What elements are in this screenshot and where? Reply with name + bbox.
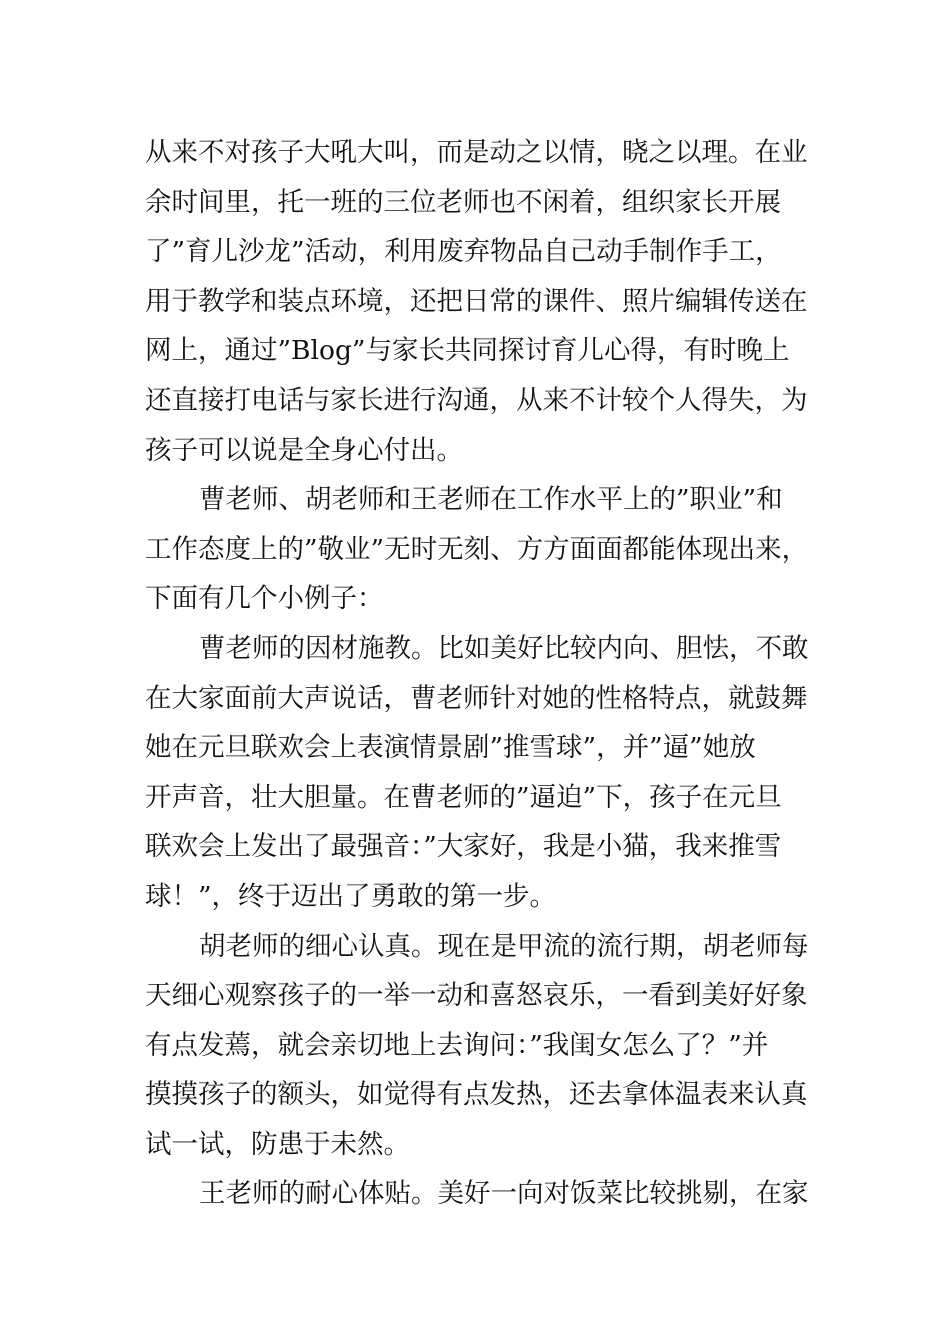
paragraph-4 xyxy=(145,922,810,1170)
text-line: 孩子可以说是全身心付出。 xyxy=(145,434,463,466)
paragraph-1 xyxy=(145,128,810,475)
paragraph-2 xyxy=(145,475,810,624)
text-line: 王老师的耐心体贴。美好一向对饭菜比较挑剔，在家 xyxy=(199,1178,809,1210)
document-body xyxy=(145,128,810,1219)
text-line: 余时间里，托一班的三位老师也不闲着，组织家长开展 xyxy=(145,186,781,218)
text-line: 曹老师、胡老师和王老师在工作水平上的”职业”和 xyxy=(199,484,783,516)
paragraph-3 xyxy=(145,624,810,922)
text-line: 用于教学和装点环境，还把日常的课件、照片编辑传送在 xyxy=(145,285,808,317)
text-line: 球！”，终于迈出了勇敢的第一步。 xyxy=(145,880,557,912)
text-line: 天细心观察孩子的一举一动和喜怒哀乐，一看到美好好象 xyxy=(145,980,808,1012)
text-line: 试一试，防患于未然。 xyxy=(145,1128,410,1160)
text-line: 曹老师的因材施教。比如美好比较内向、胆怯，不敢 xyxy=(199,632,809,664)
text-line: 有点发蔫，就会亲切地上去询问：”我闺女怎么了？”并 xyxy=(145,1029,769,1061)
text-line: 从来不对孩子大吼大叫，而是动之以情，晓之以理。在业 xyxy=(145,137,808,168)
text-line: 网上，通过”Blog”与家长共同探讨育儿心得，有时晚上 xyxy=(145,335,790,367)
text-line: 联欢会上发出了最强音：”大家好，我是小猫，我来推雪 xyxy=(145,831,782,863)
text-line: 了”育儿沙龙”活动，利用废弃物品自己动手制作手工， xyxy=(145,236,782,268)
text-line: 还直接打电话与家长进行沟通，从来不计较个人得失，为 xyxy=(145,384,808,416)
text-line: 开声音，壮大胆量。在曹老师的”逼迫”下，孩子在元旦 xyxy=(145,781,782,813)
text-line: 在大家面前大声说话，曹老师针对她的性格特点，就鼓舞 xyxy=(145,682,808,714)
text-line: 下面有几个小例子： xyxy=(145,583,384,615)
text-line: 摸摸孩子的额头，如觉得有点发热，还去拿体温表来认真 xyxy=(145,1079,808,1111)
paragraph-5 xyxy=(145,1169,810,1219)
text-line: 工作态度上的”敬业”无时无刻、方方面面都能体现出来， xyxy=(145,533,809,565)
text-line: 她在元旦联欢会上表演情景剧”推雪球”，并”逼”她放 xyxy=(145,732,756,764)
text-line: 胡老师的细心认真。现在是甲流的流行期，胡老师每 xyxy=(199,930,809,962)
